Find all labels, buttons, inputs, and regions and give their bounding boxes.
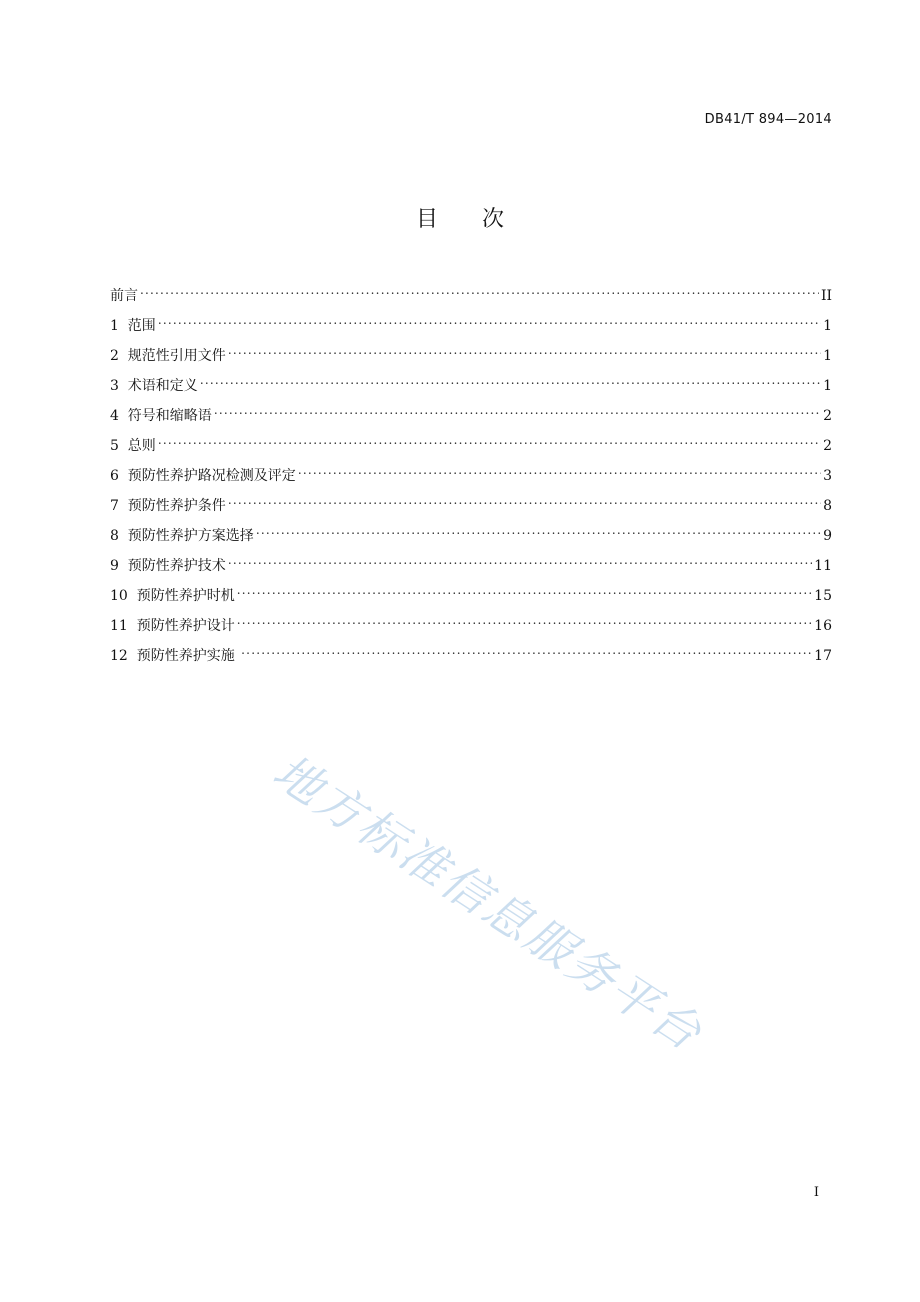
toc-entry-terms[interactable] xyxy=(110,370,832,400)
toc-entry-page: 1 xyxy=(823,378,832,394)
document-code: DB41/T 894—2014 xyxy=(704,112,832,127)
toc-entry-label: 9 预防性养护技术 xyxy=(110,558,226,574)
toc-title-char-1: 目 xyxy=(415,207,438,232)
toc-entry-page: 2 xyxy=(823,438,832,454)
toc-entry-inspection[interactable] xyxy=(110,460,832,490)
toc-entry-design[interactable] xyxy=(110,610,832,640)
toc-entry-page: 17 xyxy=(814,648,832,664)
dot-leader xyxy=(298,460,821,480)
toc-entry-label: 12 预防性养护实施 xyxy=(110,648,240,664)
toc-entry-page: 1 xyxy=(823,348,832,364)
dot-leader xyxy=(237,610,812,630)
toc-entry-label: 4 符号和缩略语 xyxy=(110,408,212,424)
toc-entry-page: 11 xyxy=(814,558,832,574)
toc-entry-label: 11 预防性养护设计 xyxy=(110,618,235,634)
toc-entry-page: 2 xyxy=(823,408,832,424)
toc-entry-scheme-selection[interactable] xyxy=(110,520,832,550)
dot-leader xyxy=(140,280,819,300)
toc-title-char-2: 次 xyxy=(482,207,505,232)
toc-entry-techniques[interactable] xyxy=(110,550,832,580)
watermark: 地方标准信息服务平台 xyxy=(263,744,713,1063)
dot-leader xyxy=(200,370,821,390)
toc-entry-page: 3 xyxy=(823,468,832,484)
toc-entry-label: 3 术语和定义 xyxy=(110,378,198,394)
dot-leader xyxy=(237,580,812,600)
toc-list xyxy=(110,280,832,670)
toc-entry-label: 前言 xyxy=(110,288,138,304)
toc-entry-page: 15 xyxy=(814,588,832,604)
toc-entry-normative-references[interactable] xyxy=(110,340,832,370)
toc-entry-page: 1 xyxy=(823,318,832,334)
toc-entry-label: 10 预防性养护时机 xyxy=(110,588,235,604)
toc-entry-page: 16 xyxy=(814,618,832,634)
toc-entry-implementation[interactable] xyxy=(110,640,832,670)
toc-entry-page: 8 xyxy=(823,498,832,514)
toc-entry-label: 2 规范性引用文件 xyxy=(110,348,226,364)
toc-entry-label: 5 总则 xyxy=(110,438,156,454)
dot-leader xyxy=(158,430,821,450)
toc-entry-symbols[interactable] xyxy=(110,400,832,430)
toc-entry-label: 7 预防性养护条件 xyxy=(110,498,226,514)
dot-leader xyxy=(214,400,821,420)
toc-entry-label: 1 范围 xyxy=(110,318,156,334)
toc-entry-label: 8 预防性养护方案选择 xyxy=(110,528,254,544)
dot-leader xyxy=(241,640,812,660)
dot-leader xyxy=(228,490,821,510)
page-number: I xyxy=(813,1185,819,1200)
dot-leader xyxy=(228,340,821,360)
toc-entry-page: II xyxy=(820,288,832,304)
toc-entry-general[interactable] xyxy=(110,430,832,460)
dot-leader xyxy=(228,550,812,570)
toc-entry-foreword[interactable] xyxy=(110,280,832,310)
toc-entry-scope[interactable] xyxy=(110,310,832,340)
toc-entry-label: 6 预防性养护路况检测及评定 xyxy=(110,468,296,484)
toc-entry-conditions[interactable] xyxy=(110,490,832,520)
dot-leader xyxy=(256,520,821,540)
toc-entry-timing[interactable] xyxy=(110,580,832,610)
dot-leader xyxy=(158,310,821,330)
toc-title xyxy=(0,202,920,233)
toc-entry-page: 9 xyxy=(823,528,832,544)
